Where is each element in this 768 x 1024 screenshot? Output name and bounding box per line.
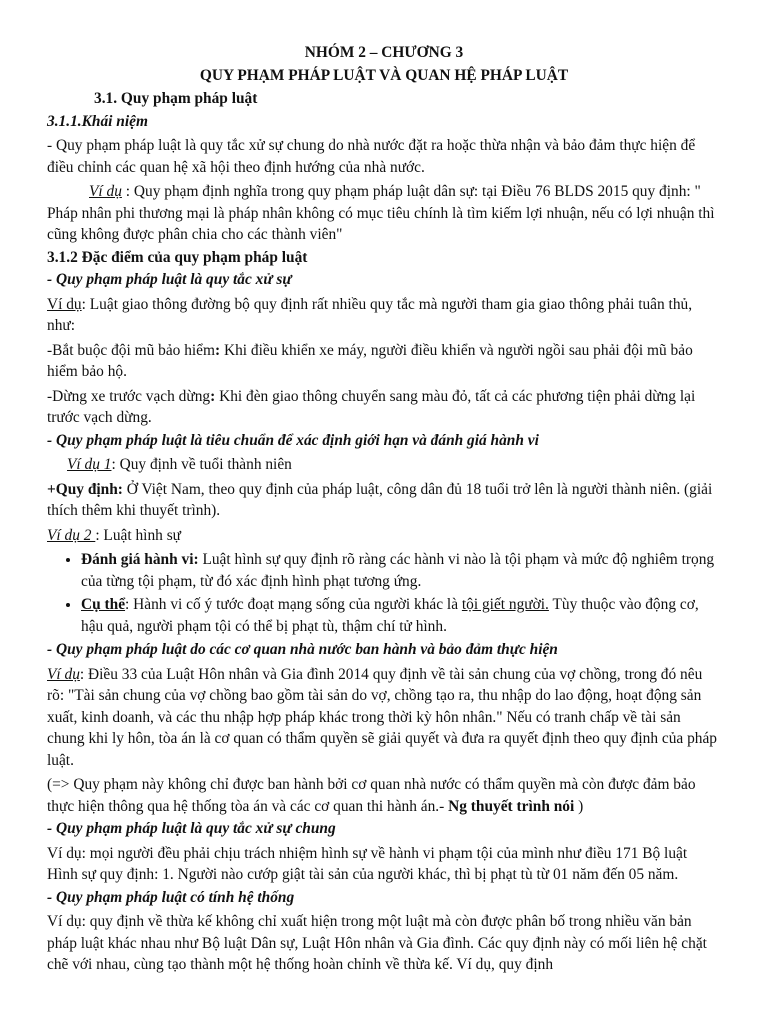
- feature2-heading: - Quy phạm pháp luật là tiêu chuẩn để xác định giới hạn và đánh giá hành vi: [47, 431, 539, 449]
- doc-title-chapter: QUY PHẠM PHÁP LUẬT VÀ QUAN HỆ PHÁP LUẬT: [199, 66, 569, 84]
- concept-paragraph: - Quy phạm pháp luật là quy tắc xử sự chung do nhà nước đặt ra hoặc thừa nhận và bảo đảm thực hiện để điều chỉnh các quan hệ xã hội theo định hướng của nhà nước.: [47, 137, 696, 176]
- rule-lead: -Bắt buộc đội mũ bảo hiểm: [47, 341, 215, 359]
- example-label: Ví dụ: [47, 295, 82, 313]
- rule-text: Khi điều khiển xe máy, người điều khiển và người ngồi sau phải đội mũ bảo hiểm bảo hộ.: [47, 341, 693, 380]
- feature2-example1: [67, 454, 721, 476]
- document-page: [47, 42, 721, 976]
- feature5-heading: - Quy phạm pháp luật có tính hệ thống: [47, 888, 295, 906]
- feature3-example: [47, 664, 721, 772]
- example-label: Ví dụ 1: [67, 456, 112, 473]
- example-text: : Luật hình sự: [95, 526, 182, 544]
- section-heading-3-1: 3.1. Quy phạm pháp luật: [94, 90, 258, 107]
- section-heading-3-1-2: 3.1.2 Đặc điểm của quy phạm pháp luật: [47, 248, 308, 266]
- example-text: : Quy định về tuổi thành niên: [111, 456, 292, 473]
- example-text: : Điều 33 của Luật Hôn nhân và Gia đình 2014 quy định về tài sản chung của vợ chồng, trong đó nêu rõ: "Tài sản chung của vợ chồng bao gồm tài sản do vợ, chồng tạo ra, thu nhập do lao động, hoạt động sản xuất, kinh doanh, và các thu nhập hợp pháp khác trong thời kỳ hôn nhân." Nếu có tranh chấp về tài sản chung khi ly hôn, tòa án là cơ quan có thẩm quyền sẽ giải quyết và đưa ra quyết định theo quy định của pháp luật.: [47, 665, 717, 769]
- feature1-rule2: [47, 386, 721, 429]
- feature2-example2: [47, 525, 721, 547]
- example-label: Ví dụ: [89, 183, 122, 200]
- feature4-example: Ví dụ: mọi người đều phải chịu trách nhiệm hình sự về hành vi phạm tội của mình như điều 171 Bộ luật Hình sự quy định: 1. Người nào cướp giật tài sản của người khác, thì bị phạt tù từ 01 năm đến 05 năm.: [47, 844, 688, 883]
- feature5-example: Ví dụ: quy định về thừa kế không chỉ xuất hiện trong một luật mà còn được phân bố trong nhiều văn bản pháp luật khác nhau như Bộ luật Dân sự, Luật Hôn nhân và Gia đình. Các quy định này có mối liên hệ chặt chẽ với nhau, cùng tạo thành một hệ thống hoàn chỉnh về thừa kế. Ví dụ, quy định: [47, 913, 707, 973]
- doc-title-group: NHÓM 2 – CHƯƠNG 3: [304, 44, 464, 61]
- concept-example: [47, 181, 721, 246]
- bullet-text-after: Tùy thuộc vào động cơ, hậu quả, người phạm tội có thể bị phạt tù, thậm chí tử hình.: [81, 596, 699, 635]
- list-item: [81, 594, 721, 637]
- bullet-label: Đánh giá hành vi:: [81, 551, 199, 568]
- bullet-label: Cụ thể: [81, 596, 126, 613]
- rule-text: Ở Việt Nam, theo quy định của pháp luật, công dân đủ 18 tuổi trở lên là người thành niên. (giải thích thêm khi thuyết trình).: [47, 480, 713, 519]
- rule-lead: -Dừng xe trước vạch dừng: [47, 387, 211, 405]
- feature1-rule1: [47, 340, 721, 383]
- rule-text: Khi đèn giao thông chuyển sang màu đỏ, tất cả các phương tiện phải dừng lại trước vạch dừng.: [47, 387, 696, 426]
- feature1-heading: - Quy phạm pháp luật là quy tắc xử sự: [47, 271, 292, 288]
- feature2-rule: [47, 479, 721, 522]
- list-item: [81, 549, 721, 592]
- feature3-note: [47, 774, 721, 817]
- example-label: Ví dụ 2: [47, 526, 96, 544]
- feature1-example: [47, 294, 721, 337]
- feature4-heading: - Quy phạm pháp luật là quy tắc xử sự chung: [47, 820, 336, 837]
- note-text: (=> Quy phạm này không chỉ được ban hành bởi cơ quan nhà nước có thẩm quyền mà còn được đảm bảo thực hiện thông qua hệ thống tòa án và các cơ quan thi hành án.-: [47, 776, 696, 815]
- example-text: : Luật giao thông đường bộ quy định rất nhiều quy tắc mà người tham gia giao thông phải tuân thủ, như:: [47, 295, 693, 334]
- feature3-heading: - Quy phạm pháp luật do các cơ quan nhà nước ban hành và bảo đảm thực hiện: [47, 641, 558, 658]
- feature2-bullet-list: [47, 549, 721, 637]
- section-heading-3-1-1: 3.1.1.Khái niệm: [47, 112, 148, 130]
- bullet-text: : Hành vi cố ý tước đoạt mạng sống của người khác là: [125, 596, 462, 613]
- example-text: : Quy phạm định nghĩa trong quy phạm pháp luật dân sự: tại Điều 76 BLDS 2015 quy định: " Pháp nhân phi thương mại là pháp nhân không có mục tiêu chính là tìm kiếm lợi nhuận, nếu có lợi nhuận thì cũng không được phân chia cho các thành viên": [47, 183, 715, 243]
- rule-colon: :: [210, 387, 216, 405]
- bullet-underlined-text: tội giết người.: [461, 596, 549, 613]
- note-end: ): [574, 797, 584, 815]
- rule-label: +Quy định:: [47, 480, 123, 498]
- example-label: Ví dụ: [47, 665, 80, 683]
- note-bold: Ng thuyết trình nói: [448, 797, 575, 815]
- bullet-text: Luật hình sự quy định rõ ràng các hành vi nào là tội phạm và mức độ nghiêm trọng của từng tội phạm, từ đó xác định hình phạt tương ứng.: [81, 551, 715, 590]
- rule-colon: :: [214, 341, 221, 359]
